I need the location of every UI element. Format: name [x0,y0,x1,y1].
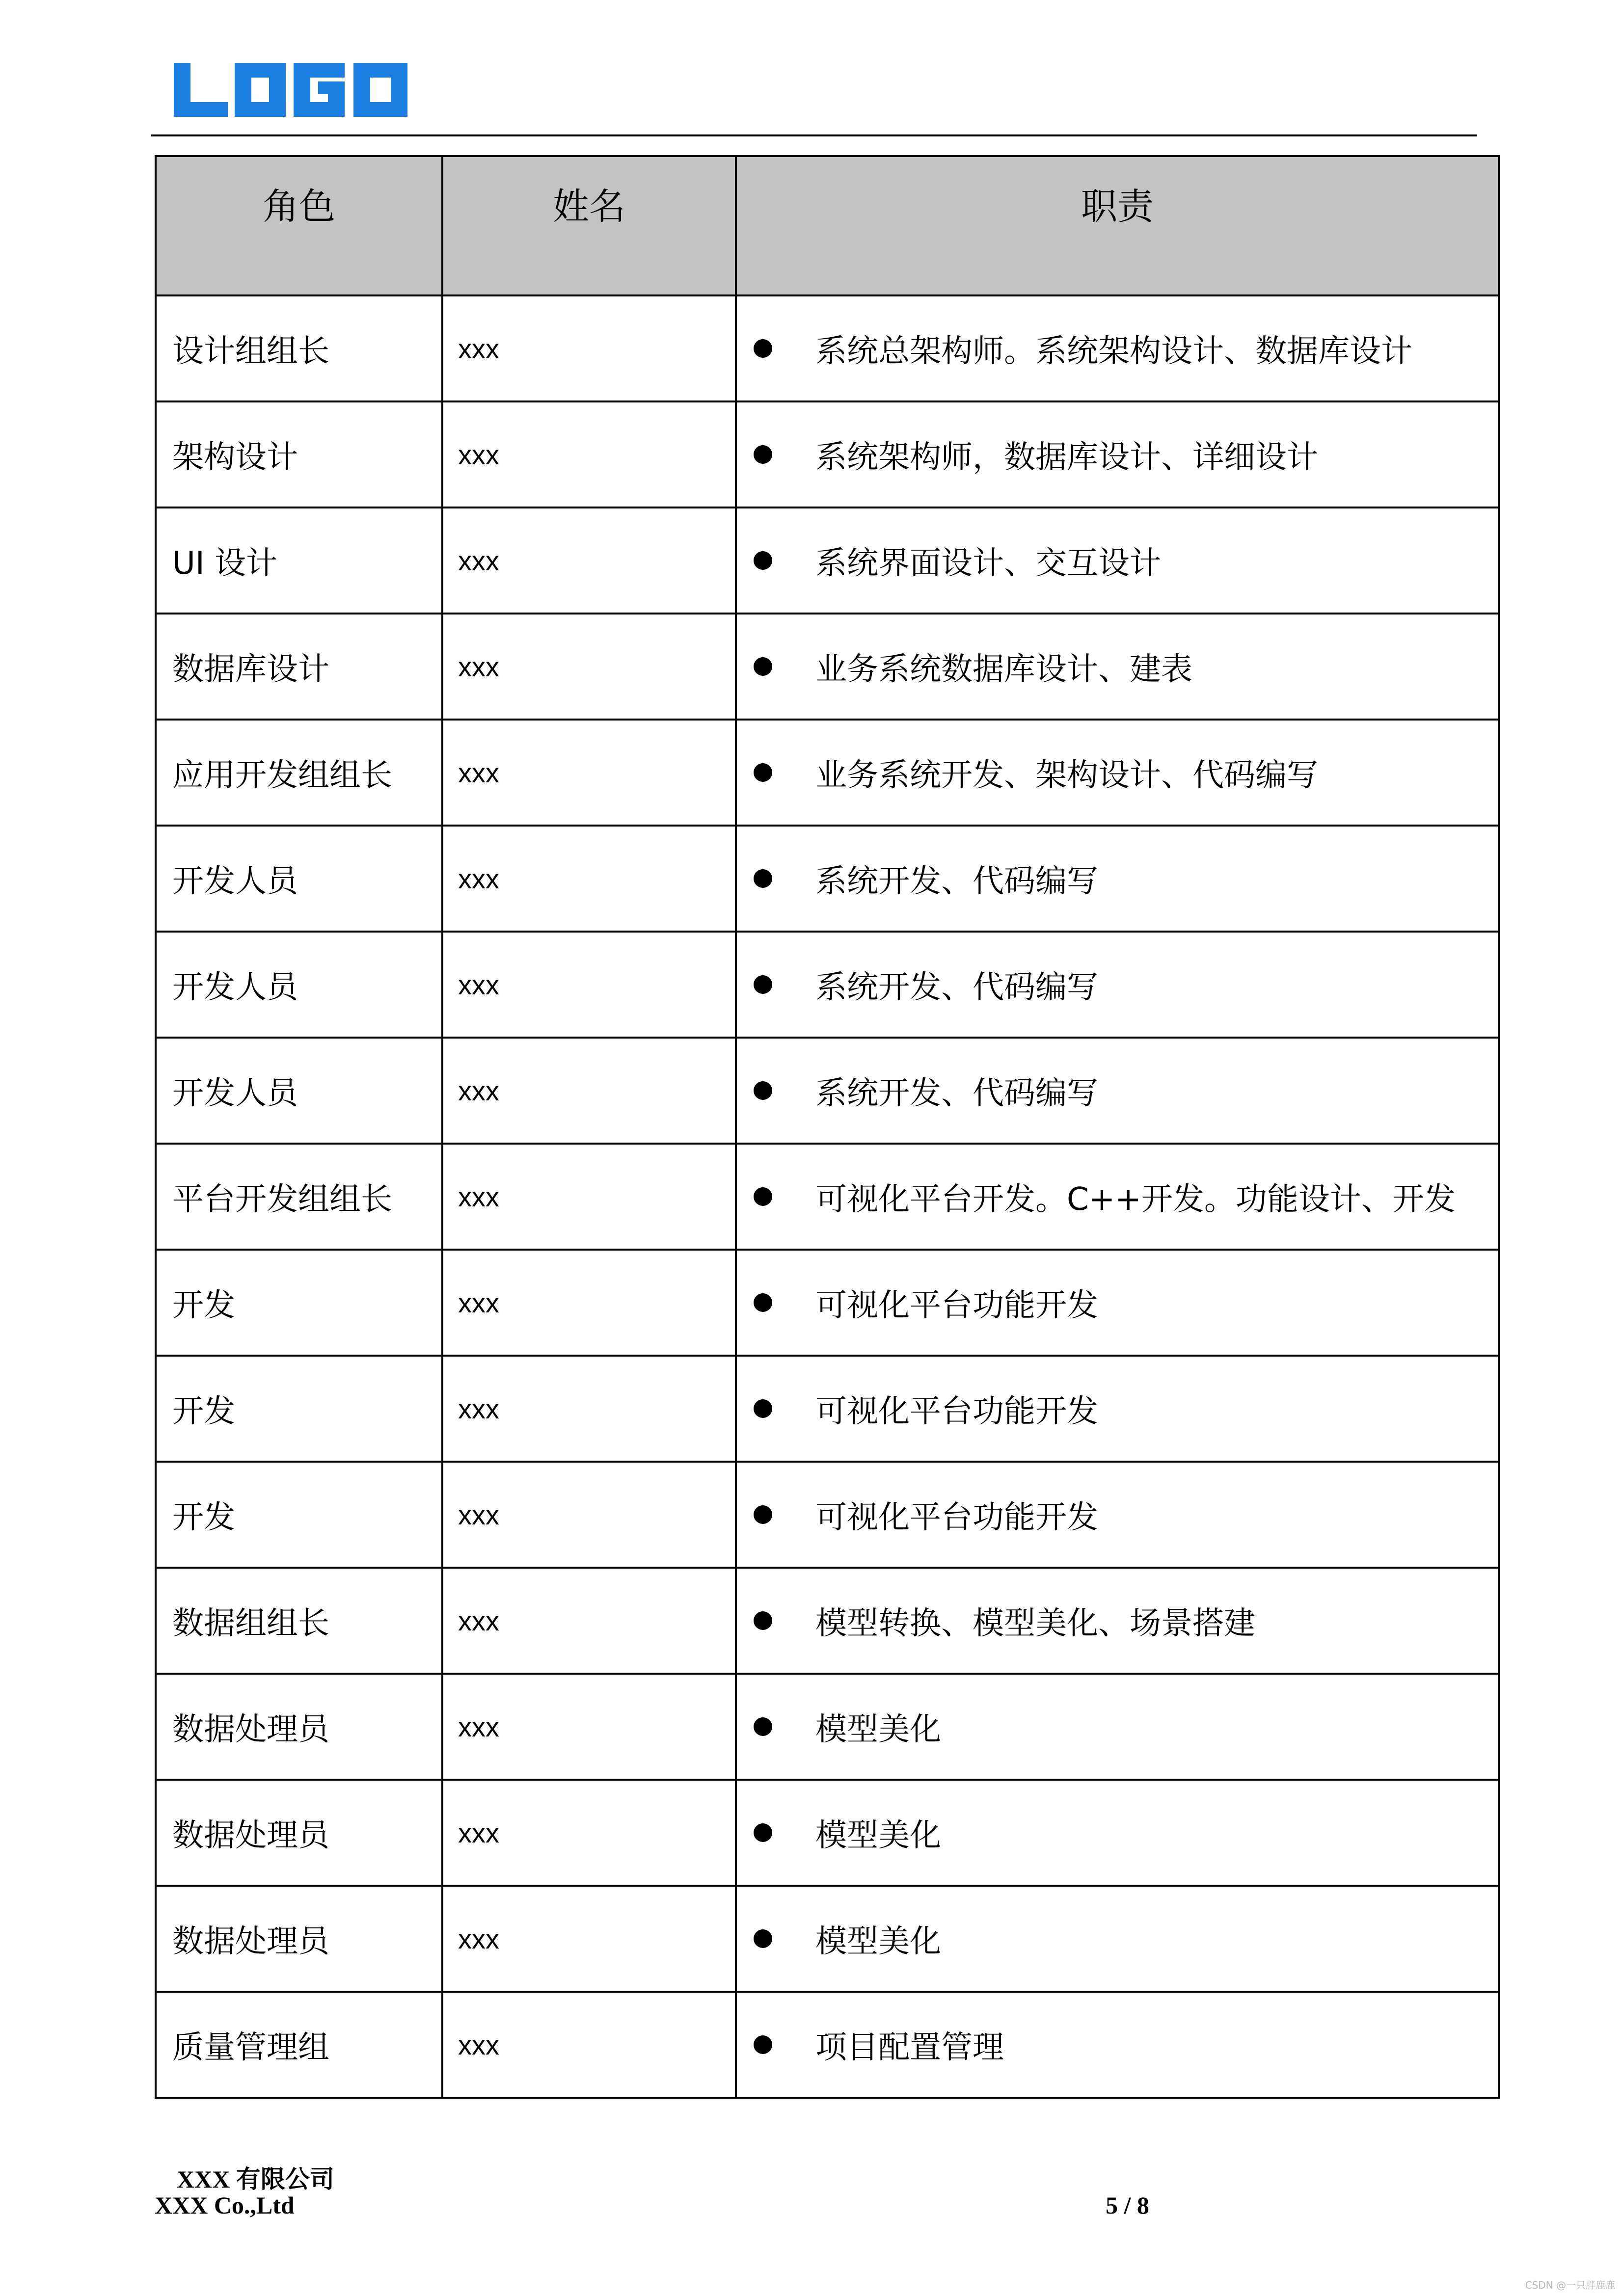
duty-item [737,1174,1498,1219]
duty-item [737,1704,1498,1749]
logo [172,58,412,122]
table-row [156,1038,1499,1144]
bullet-icon [754,869,772,888]
cell-role: 数据处理员 [156,1780,442,1886]
duty-text: 系统开发、代码编写 [815,1075,1098,1112]
cell-name: xxx [442,1674,736,1780]
bullet-icon [754,657,772,676]
cell-role: 质量管理组 [156,1992,442,2098]
table-row [156,1144,1499,1250]
cell-duty [736,1250,1499,1356]
bullet-icon [754,1187,772,1206]
cell-role: 应用开发组组长 [156,720,442,826]
roles-table [155,155,1500,2099]
cell-role: 设计组组长 [156,295,442,401]
column-header-role: 角色 [156,156,442,295]
bullet-icon [754,339,772,358]
cell-role: 开发 [156,1462,442,1568]
table-row [156,1886,1499,1992]
duty-item [737,1386,1498,1431]
cell-duty [736,1144,1499,1250]
bullet-icon [754,1399,772,1418]
table-row [156,720,1499,826]
duty-text: 可视化平台功能开发 [815,1499,1098,1536]
table-row [156,295,1499,401]
cell-role: 开发 [156,1356,442,1462]
bullet-icon [754,1081,772,1100]
header-rule [151,134,1477,136]
duty-item [737,1810,1498,1855]
duty-text: 可视化平台功能开发 [815,1287,1098,1324]
cell-role: 平台开发组组长 [156,1144,442,1250]
cell-name: xxx [442,826,736,932]
footer-company-cn: XXX 有限公司 [177,2165,334,2193]
table-header-row [156,156,1499,295]
footer-company-en: XXX Co.,Ltd [155,2191,295,2219]
table-body [156,295,1499,2098]
duty-text: 项目配置管理 [815,2029,1004,2066]
cell-name: xxx [442,1780,736,1886]
cell-duty [736,507,1499,614]
duty-item [737,962,1498,1007]
table-row [156,1356,1499,1462]
cell-duty [736,1992,1499,2098]
table-row [156,507,1499,614]
cell-duty [736,401,1499,507]
cell-duty [736,1462,1499,1568]
duty-text: 可视化平台功能开发 [815,1393,1098,1430]
cell-duty [736,295,1499,401]
bullet-icon [754,2035,772,2054]
duty-item [737,2022,1498,2067]
cell-duty [736,720,1499,826]
bullet-icon [754,1505,772,1524]
cell-role: 数据组组长 [156,1568,442,1674]
cell-role: 数据处理员 [156,1886,442,1992]
duty-text: 模型美化 [815,1711,941,1748]
cell-role: 数据库设计 [156,614,442,720]
table-row [156,1780,1499,1886]
cell-name: xxx [442,1356,736,1462]
duty-item [737,538,1498,583]
column-header-duty: 职责 [736,156,1499,295]
duty-item [737,1492,1498,1537]
bullet-icon [754,1293,772,1312]
duty-text: 系统开发、代码编写 [815,863,1098,900]
duty-item [737,1280,1498,1325]
cell-role: 开发 [156,1250,442,1356]
duty-text: 模型美化 [815,1923,941,1960]
bullet-icon [754,1611,772,1630]
cell-name: xxx [442,1250,736,1356]
column-header-name: 姓名 [442,156,736,295]
cell-name: xxx [442,720,736,826]
duty-text: 系统开发、代码编写 [815,969,1098,1006]
cell-name: xxx [442,1462,736,1568]
cell-name: xxx [442,1992,736,2098]
duty-text: 系统界面设计、交互设计 [815,545,1161,582]
bullet-icon [754,763,772,782]
cell-duty [736,1780,1499,1886]
cell-name: xxx [442,1886,736,1992]
cell-name: xxx [442,401,736,507]
logo-icon [174,63,407,117]
cell-duty [736,614,1499,720]
cell-name: xxx [442,507,736,614]
duty-text: 系统架构师，数据库设计、详细设计 [815,439,1318,476]
cell-duty [736,1886,1499,1992]
footer-page-number: 5 / 8 [1106,2191,1149,2219]
cell-role: UI 设计 [156,507,442,614]
cell-name: xxx [442,1144,736,1250]
duty-item [737,1916,1498,1961]
table-row [156,614,1499,720]
duty-item [737,326,1498,371]
table-row [156,1992,1499,2098]
cell-name: xxx [442,295,736,401]
duty-item [737,750,1498,795]
bullet-icon [754,1929,772,1948]
table-row [156,1250,1499,1356]
table-row [156,1568,1499,1674]
cell-duty [736,1038,1499,1144]
duty-text: 模型美化 [815,1817,941,1854]
duty-text: 可视化平台开发。C++开发。功能设计、开发 [815,1181,1456,1218]
duty-text: 业务系统数据库设计、建表 [815,651,1192,688]
cell-role: 数据处理员 [156,1674,442,1780]
cell-duty [736,1356,1499,1462]
table-row [156,932,1499,1038]
cell-role: 架构设计 [156,401,442,507]
duty-text: 模型转换、模型美化、场景搭建 [815,1605,1255,1642]
duty-item [737,644,1498,689]
cell-name: xxx [442,1038,736,1144]
table-row [156,826,1499,932]
duty-text: 系统总架构师。系统架构设计、数据库设计 [815,333,1412,370]
duty-item [737,1068,1498,1113]
duty-item [737,856,1498,901]
cell-duty [736,1674,1499,1780]
table-row [156,1462,1499,1568]
bullet-icon [754,1717,772,1736]
cell-duty [736,932,1499,1038]
cell-role: 开发人员 [156,932,442,1038]
cell-duty [736,1568,1499,1674]
cell-duty [736,826,1499,932]
cell-name: xxx [442,614,736,720]
bullet-icon [754,445,772,464]
duty-item [737,1598,1498,1643]
bullet-icon [754,975,772,994]
watermark: CSDN @一只胖鹿鹿 [1525,2279,1615,2291]
duty-item [737,432,1498,477]
cell-role: 开发人员 [156,1038,442,1144]
table-row [156,401,1499,507]
bullet-icon [754,551,772,570]
table-row [156,1674,1499,1780]
bullet-icon [754,1823,772,1842]
cell-name: xxx [442,932,736,1038]
cell-role: 开发人员 [156,826,442,932]
cell-name: xxx [442,1568,736,1674]
duty-text: 业务系统开发、架构设计、代码编写 [815,757,1318,794]
